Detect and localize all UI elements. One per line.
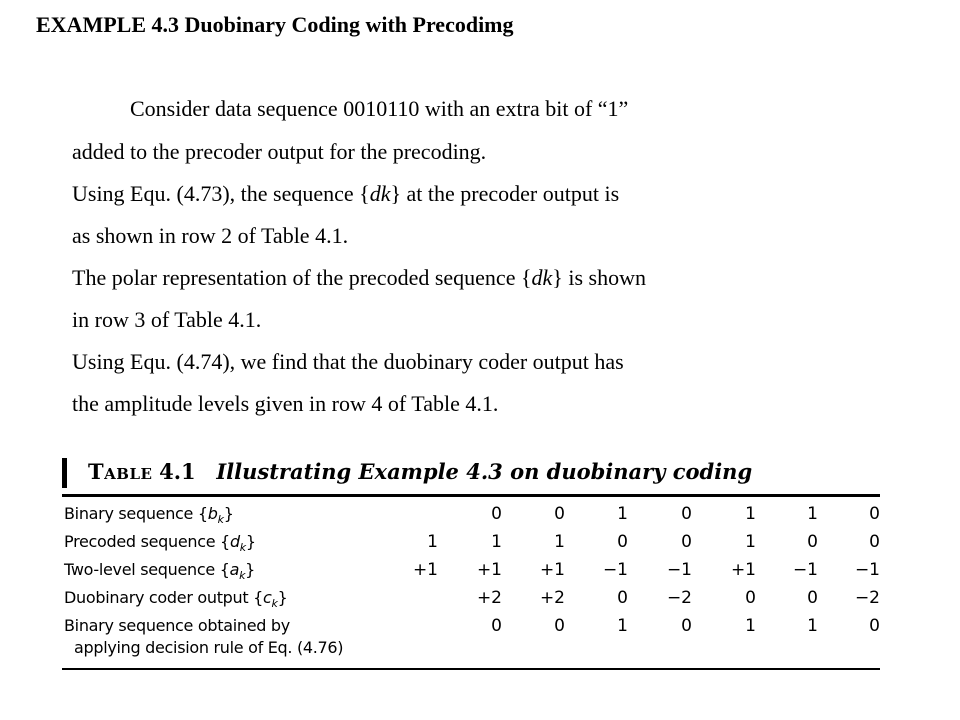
para-line-3-symbol: dk (369, 181, 391, 206)
table-cell: 1 (745, 532, 756, 552)
para-line-3-b: } at the precoder output is (390, 181, 620, 206)
row-label-subscript: k (239, 569, 246, 583)
row-label-symbol: a (229, 560, 240, 579)
table-cell: +1 (539, 560, 565, 580)
table-cell: −2 (666, 588, 692, 608)
para-line-3 (72, 180, 619, 208)
table-cell: −1 (666, 560, 692, 580)
row-label-text: Precoded sequence { (64, 532, 230, 551)
table-title (88, 458, 752, 486)
row-label-text: Two-level sequence { (64, 560, 230, 579)
table-4-1 (62, 452, 882, 682)
table-cell: 1 (427, 532, 438, 552)
row-label-brace: } (223, 504, 234, 523)
para-line-7: Using Equ. (4.74), we find that the duobinary coder output has (72, 349, 624, 374)
table-cell: 1 (617, 504, 628, 524)
table-cell: 0 (681, 532, 692, 552)
table-cell: 1 (554, 532, 565, 552)
table-cell: 0 (617, 532, 628, 552)
table-cell: 0 (807, 588, 818, 608)
table-cell: 0 (617, 588, 628, 608)
example-heading: EXAMPLE 4.3 Duobinary Coding with Precodimg (36, 12, 514, 37)
table-cell: −1 (792, 560, 818, 580)
row-label-subscript: k (239, 541, 246, 555)
row-label-symbol: d (229, 532, 240, 551)
table-cell: 1 (807, 616, 818, 636)
table-cell: 0 (491, 504, 502, 524)
row-label-text: Binary sequence { (64, 504, 208, 523)
table-cell: 0 (869, 504, 880, 524)
row-label-symbol: b (207, 504, 218, 523)
table-row (62, 586, 882, 612)
row-label-symbol: c (263, 588, 272, 607)
table-cell: 0 (491, 616, 502, 636)
table-cell: −1 (602, 560, 628, 580)
para-line-3-a: Using Equ. (4.73), the sequence { (72, 181, 370, 206)
para-line-4: as shown in row 2 of Table 4.1. (72, 223, 349, 248)
para-line-5-symbol: dk (531, 265, 553, 290)
row-label-text: Duobinary coder output { (64, 588, 264, 607)
row-label-subscript: k (271, 597, 278, 611)
table-cell: 1 (745, 616, 756, 636)
row-label-line-2: applying decision rule of Eq. (4.76) (74, 638, 344, 657)
row-label (64, 502, 234, 532)
table-caption: Illustrating Example 4.3 on duobinary coding (216, 459, 753, 484)
table-row (62, 502, 882, 528)
table-cell: 0 (745, 588, 756, 608)
table-cell: 0 (554, 616, 565, 636)
row-label (64, 586, 288, 616)
table-cell: −2 (854, 588, 880, 608)
table-title-bar (62, 458, 67, 488)
table-row (62, 614, 882, 657)
table-cell: 1 (745, 504, 756, 524)
table-cell: +2 (476, 588, 502, 608)
row-label-brace: } (245, 532, 256, 551)
table-cell: +1 (412, 560, 438, 580)
table-cell: +1 (476, 560, 502, 580)
table-cell: −1 (854, 560, 880, 580)
para-line-1: Consider data sequence 0010110 with an extra bit of “1” (130, 96, 629, 121)
table-cell: 0 (681, 504, 692, 524)
row-label (64, 558, 255, 588)
table-number: 4.1 (159, 459, 196, 484)
para-line-2: added to the precoder output for the precoding. (72, 139, 487, 164)
row-label-text: Binary sequence obtained by (64, 616, 290, 635)
para-line-6: in row 3 of Table 4.1. (72, 307, 262, 332)
table-row (62, 558, 882, 584)
table-cell: 0 (869, 616, 880, 636)
table-row (62, 530, 882, 556)
table-cell: 0 (681, 616, 692, 636)
para-line-8: the amplitude levels given in row 4 of Table 4.1. (72, 391, 499, 416)
table-cell: 0 (554, 504, 565, 524)
table-cell: 1 (807, 504, 818, 524)
table-bottom-rule (62, 668, 880, 670)
row-label (64, 614, 290, 638)
table-cell: +1 (730, 560, 756, 580)
para-line-5-a: The polar representation of the precoded sequence { (72, 265, 532, 290)
row-label-brace: } (277, 588, 288, 607)
table-cell: 1 (491, 532, 502, 552)
table-top-rule (62, 494, 880, 497)
row-label-brace: } (245, 560, 256, 579)
table-cell: 1 (617, 616, 628, 636)
table-cell: 0 (807, 532, 818, 552)
table-cell: +2 (539, 588, 565, 608)
para-line-5 (72, 264, 646, 292)
para-line-5-b: } is shown (552, 265, 646, 290)
table-label: Table (88, 459, 153, 484)
row-label (64, 530, 256, 560)
row-label-subscript: k (217, 513, 224, 527)
table-cell: 0 (869, 532, 880, 552)
